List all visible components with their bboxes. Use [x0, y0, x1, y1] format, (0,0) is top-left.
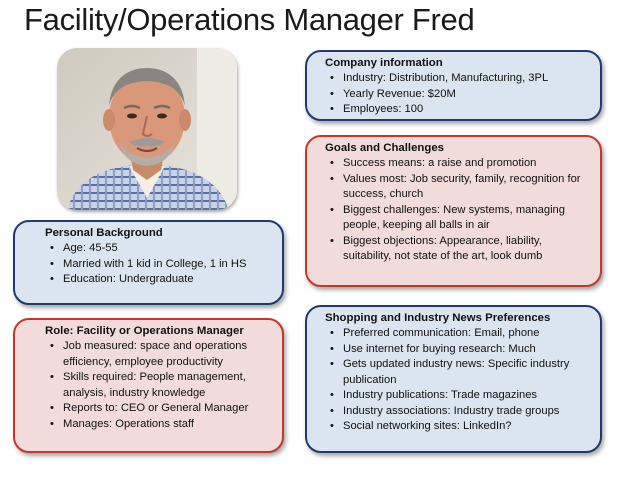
goals-and-challenges-card	[305, 135, 602, 287]
list-item: • Age: 45-55	[63, 241, 274, 257]
list-item: • Use internet for buying research: Much	[343, 342, 592, 358]
card-heading: Role: Facility or Operations Manager	[45, 325, 244, 337]
card-heading: Shopping and Industry News Preferences	[325, 312, 551, 324]
shopping-preferences-card	[305, 305, 602, 453]
list-item: • Employees: 100	[343, 102, 592, 118]
role-card	[13, 318, 284, 453]
list-item: • Education: Undergraduate	[63, 272, 274, 288]
card-list	[325, 156, 592, 265]
personal-background-card	[13, 220, 284, 305]
list-item: • Industry: Distribution, Manufacturing, 3PL	[343, 71, 592, 87]
list-item: • Yearly Revenue: $20M	[343, 87, 592, 103]
card-heading: Company information	[325, 57, 443, 69]
card-heading: Goals and Challenges	[325, 142, 445, 154]
list-item: • Industry publications: Trade magazines	[343, 388, 592, 404]
list-item: • Social networking sites: LinkedIn?	[343, 419, 592, 435]
persona-photo	[57, 48, 237, 210]
list-item: • Biggest objections: Appearance, liability, suitability, not state of the art, look dumb	[343, 234, 592, 265]
list-item: • Gets updated industry news: Specific industry publication	[343, 357, 592, 388]
company-information-card	[305, 50, 602, 121]
card-list	[325, 71, 592, 118]
list-item: • Industry associations: Industry trade groups	[343, 404, 592, 420]
card-list	[45, 339, 274, 432]
page-title: Facility/Operations Manager Fred	[24, 2, 475, 37]
list-item: • Reports to: CEO or General Manager	[63, 401, 274, 417]
list-item: • Skills required: People management, analysis, industry knowledge	[63, 370, 274, 401]
list-item: • Preferred communication: Email, phone	[343, 326, 592, 342]
list-item: • Values most: Job security, family, recognition for success, church	[343, 172, 592, 203]
card-list	[325, 326, 592, 435]
card-heading: Personal Background	[45, 227, 163, 239]
man-portrait-icon	[57, 48, 237, 210]
list-item: • Married with 1 kid in College, 1 in HS	[63, 257, 274, 273]
list-item: • Biggest challenges: New systems, managing people, keeping all balls in air	[343, 203, 592, 234]
list-item: • Job measured: space and operations efficiency, employee productivity	[63, 339, 274, 370]
list-item: • Manages: Operations staff	[63, 417, 274, 433]
list-item: • Success means: a raise and promotion	[343, 156, 592, 172]
card-list	[45, 241, 274, 288]
